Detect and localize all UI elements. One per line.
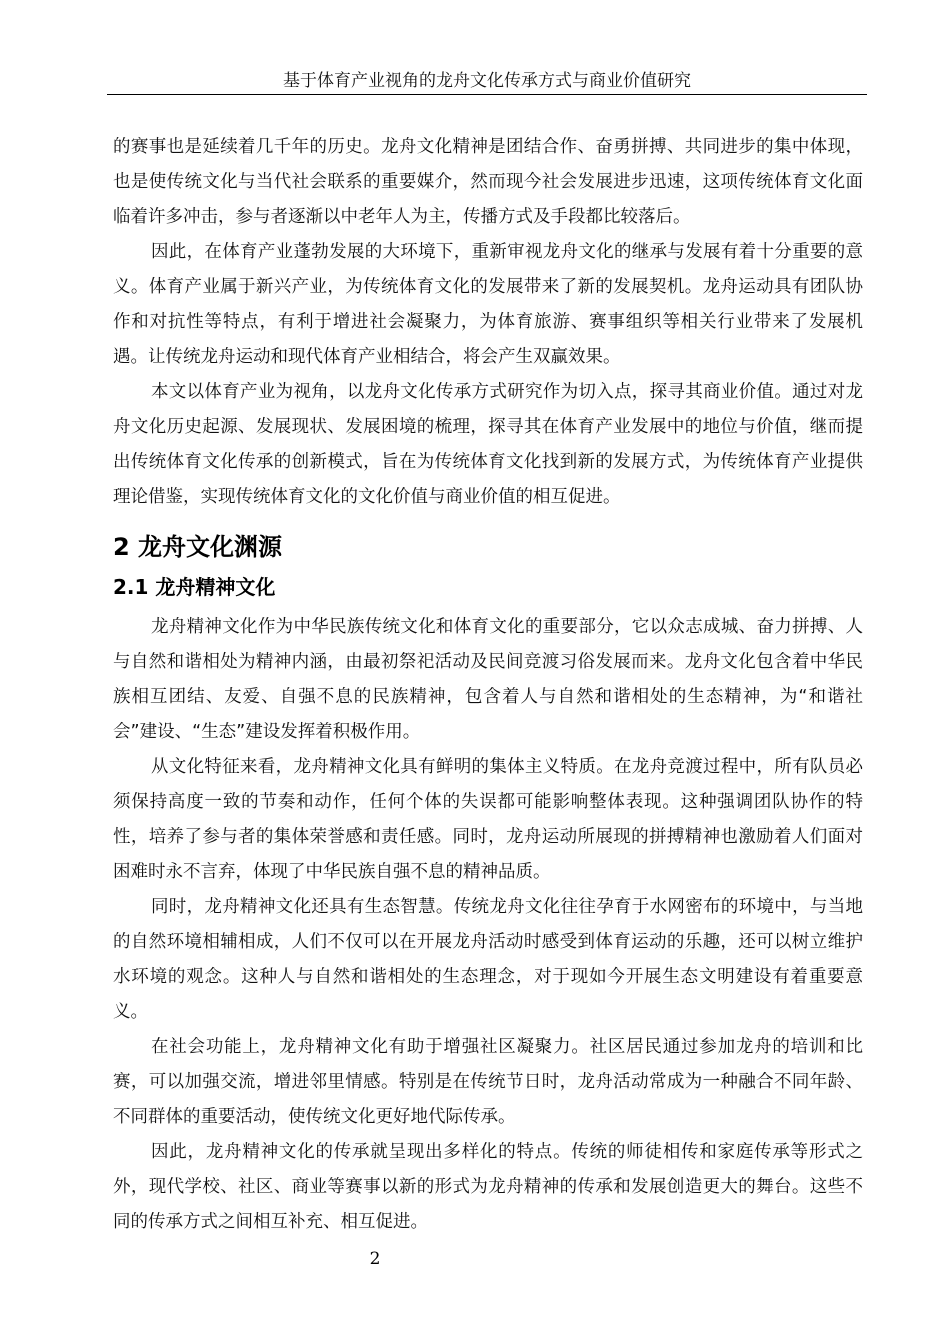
paragraph-section-2: 从文化特征来看，龙舟精神文化具有鲜明的集体主义特质。在龙舟竞渡过程中，所有队员必须保持高度一致的节奏和动作，任何个体的失误都可能影响整体表现。这种强调团队协作的特性，培养了参与者的集体荣誉感和责任感。同时，龙舟运动所展现的拼搏精神也激励着人们面对困难时永不言弃，体现了中华民族自强不息的精神品质。	[113, 757, 863, 882]
paragraph-section-1: 龙舟精神文化作为中华民族传统文化和体育文化的重要部分，它以众志成城、奋力拼搏、人与自然和谐相处为精神内涵，由最初祭祀活动及民间竞渡习俗发展而来。龙舟文化包含着中华民族相互团结、友爱、自强不息的民族精神，包含着人与自然和谐相处的生态精神，为“和谐社会”建设、“生态”建设发挥着积极作用。	[113, 617, 863, 742]
paragraph-section-5: 因此，龙舟精神文化的传承就呈现出多样化的特点。传统的师徒相传和家庭传承等形式之外，现代学校、社区、商业等赛事以新的形式为龙舟精神的传承和发展创造更大的舞台。这些不同的传承方式之间相互补充、相互促进。	[113, 1142, 863, 1232]
paragraph-section-4: 在社会功能上，龙舟精神文化有助于增强社区凝聚力。社区居民通过参加龙舟的培训和比赛，可以加强交流，增进邻里情感。特别是在传统节日时，龙舟活动常成为一种融合不同年龄、不同群体的重要活动，使传统文化更好地代际传承。	[113, 1037, 863, 1127]
header-divider	[107, 94, 867, 95]
section-heading: 2 龙舟文化渊源	[113, 533, 283, 561]
running-header-title: 基于体育产业视角的龙舟文化传承方式与商业价值研究	[283, 71, 691, 91]
page-number: 2	[369, 1249, 381, 1269]
paragraph-intro-1: 的赛事也是延续着几千年的历史。龙舟文化精神是团结合作、奋勇拼搏、共同进步的集中体现，也是使传统文化与当代社会联系的重要媒介，然而现今社会发展进步迅速，这项传统体育文化面临着许多冲击，参与者逐渐以中老年人为主，传播方式及手段都比较落后。	[113, 137, 863, 227]
paragraph-section-3: 同时，龙舟精神文化还具有生态智慧。传统龙舟文化往往孕育于水网密布的环境中，与当地的自然环境相辅相成，人们不仅可以在开展龙舟活动时感受到体育运动的乐趣，还可以树立维护水环境的观念。这种人与自然和谐相处的生态理念，对于现如今开展生态文明建设有着重要意义。	[113, 897, 863, 1022]
paragraph-intro-3: 本文以体育产业为视角，以龙舟文化传承方式研究作为切入点，探寻其商业价值。通过对龙舟文化历史起源、发展现状、发展困境的梳理，探寻其在体育产业发展中的地位与价值，继而提出传统体育文化传承的创新模式，旨在为传统体育文化找到新的发展方式，为传统体育产业提供理论借鉴，实现传统体育文化的文化价值与商业价值的相互促进。	[113, 382, 863, 507]
paragraph-intro-2: 因此，在体育产业蓬勃发展的大环境下，重新审视龙舟文化的继承与发展有着十分重要的意义。体育产业属于新兴产业，为传统体育文化的发展带来了新的发展契机。龙舟运动具有团队协作和对抗性等特点，有利于增进社会凝聚力，为体育旅游、赛事组织等相关行业带来了发展机遇。让传统龙舟运动和现代体育产业相结合，将会产生双赢效果。	[113, 242, 863, 367]
subsection-heading: 2.1 龙舟精神文化	[113, 575, 276, 599]
